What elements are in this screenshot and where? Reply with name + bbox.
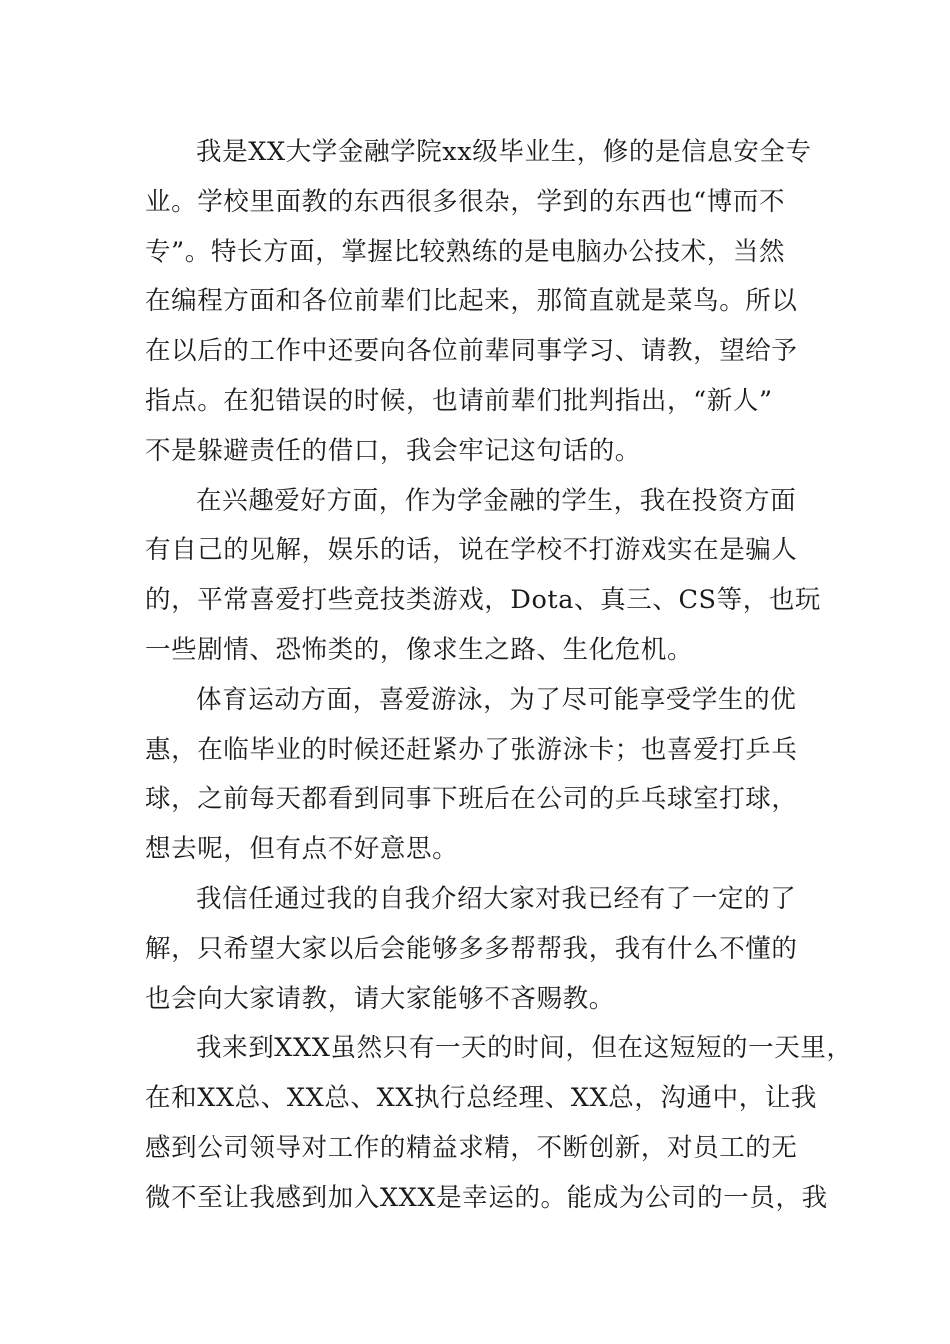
text-line: 我信任通过我的自我介绍大家对我已经有了一定的了 [196, 883, 797, 914]
text-line: 业。学校里面教的东西很多很杂，学到的东西也“博而不 [145, 186, 786, 217]
text-line: 球，之前每天都看到同事下班后在公司的乒乓球室打球， [145, 784, 798, 815]
paragraph-first-day [145, 1024, 853, 1223]
paragraph-request-guidance [145, 875, 810, 1024]
text-line: 惠，在临毕业的时候还赶紧办了张游泳卡；也喜爱打乒乓 [145, 734, 798, 765]
paragraph-hobbies [145, 477, 822, 676]
text-line: 我是XX大学金融学院xx级毕业生，修的是信息安全专 [196, 137, 812, 167]
text-line: 在以后的工作中还要向各位前辈同事学习、请教，望给予 [145, 336, 798, 367]
paragraph-self-introduction [145, 128, 810, 477]
text-line: 在编程方面和各位前辈们比起来，那简直就是菜鸟。所以 [145, 286, 798, 317]
text-line: 在和XX总、XX总、XX执行总经理、XX总，沟通中，让我 [145, 1083, 818, 1114]
text-line: 的，平常喜爱打些竞技类游戏，Dota、真三、CS等，也玩 [145, 585, 822, 616]
text-line: 感到公司领导对工作的精益求精，不断创新，对员工的无 [145, 1132, 798, 1163]
paragraph-sports [145, 676, 810, 875]
text-line: 体育运动方面，喜爱游泳，为了尽可能享受学生的优 [196, 684, 797, 715]
text-line: 指点。在犯错误的时候，也请前辈们批判指出，“新人” [145, 385, 773, 416]
text-line: 有自己的见解，娱乐的话，说在学校不打游戏实在是骗人 [145, 535, 798, 566]
text-line: 微不至让我感到加入XXX是幸运的。能成为公司的一员，我 [145, 1182, 828, 1213]
text-line: 不是躲避责任的借口，我会牢记这句话的。 [145, 435, 641, 466]
text-line: 专”。特长方面，掌握比较熟练的是电脑办公技术，当然 [145, 236, 786, 267]
text-line: 解，只希望大家以后会能够多多帮帮我，我有什么不懂的 [145, 933, 798, 964]
text-line: 一些剧情、恐怖类的，像求生之路、生化危机。 [145, 634, 694, 665]
text-line: 想去呢，但有点不好意思。 [145, 834, 459, 865]
document-body [145, 128, 853, 1224]
text-line: 在兴趣爱好方面，作为学金融的学生，我在投资方面 [196, 485, 797, 516]
text-line: 也会向大家请教，请大家能够不吝赐教。 [145, 983, 615, 1014]
text-line: 我来到XXX虽然只有一天的时间，但在这短短的一天里， [196, 1033, 853, 1064]
